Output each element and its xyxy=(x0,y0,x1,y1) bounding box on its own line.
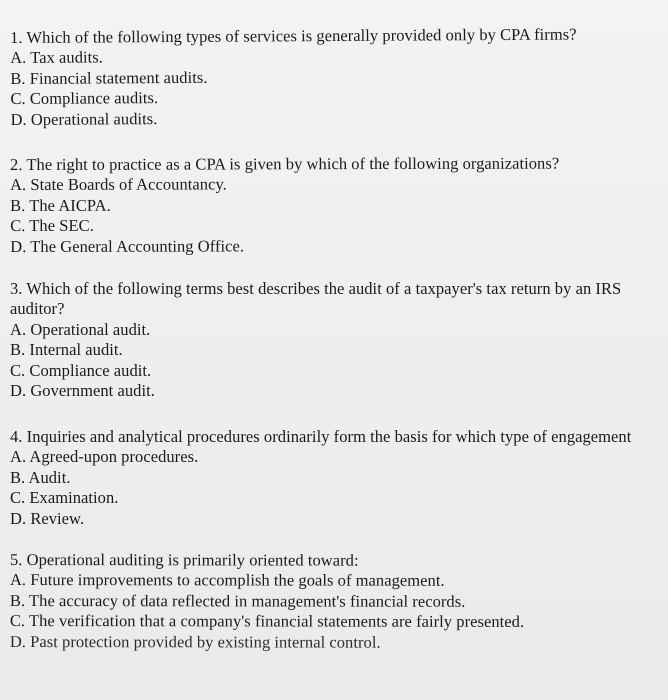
question-1-text: 1. Which of the following types of services is generally provided only by CPA firms? xyxy=(10,24,577,47)
question-1 xyxy=(10,24,668,130)
question-5-option-c: C. The verification that a company's financial statements are fairly presented. xyxy=(9,611,525,632)
question-3-text: 3. Which of the following terms best describes the audit of a taxpayer's tax return by an IRS auditor? xyxy=(10,279,622,319)
question-5-option-b: B. The accuracy of data reflected in management's financial records. xyxy=(9,590,466,611)
question-3-option-b: B. Internal audit. xyxy=(10,340,123,360)
question-1-option-a: A. Tax audits. xyxy=(10,47,103,68)
question-4-option-c: C. Examination. xyxy=(10,488,119,508)
question-1-options xyxy=(10,44,668,130)
question-2 xyxy=(10,153,668,257)
question-4-text: 4. Inquiries and analytical procedures ordinarily form the basis for which type of engagement xyxy=(10,427,632,446)
question-4 xyxy=(10,427,668,529)
question-5-text: 5. Operational auditing is primarily oriented toward: xyxy=(9,550,359,570)
question-1-option-c: C. Compliance audits. xyxy=(10,88,159,109)
question-2-options xyxy=(10,174,668,257)
question-2-option-a: A. State Boards of Accountancy. xyxy=(10,174,227,195)
question-2-option-d: D. The General Accounting Office. xyxy=(10,236,245,256)
question-4-option-a: A. Agreed-upon procedures. xyxy=(10,447,199,467)
question-5-options xyxy=(10,570,668,653)
question-4-options xyxy=(10,447,668,529)
question-4-option-d: D. Review. xyxy=(10,508,85,528)
question-3-options xyxy=(10,320,662,402)
question-2-option-c: C. The SEC. xyxy=(10,215,94,236)
question-1-option-d: D. Operational audits. xyxy=(10,108,158,129)
question-2-option-b: B. The AICPA. xyxy=(10,195,111,215)
question-3-option-d: D. Government audit. xyxy=(10,381,155,401)
question-3 xyxy=(10,279,662,401)
question-5 xyxy=(10,550,668,653)
question-5-option-a: A. Future improvements to accomplish the goals of management. xyxy=(9,570,445,591)
question-1-option-b: B. Financial statement audits. xyxy=(10,67,208,88)
question-4-option-b: B. Audit. xyxy=(10,467,71,487)
question-3-option-a: A. Operational audit. xyxy=(10,319,151,339)
question-3-option-c: C. Compliance audit. xyxy=(10,360,152,380)
question-2-text: 2. The right to practice as a CPA is given by which of the following organizations? xyxy=(10,153,560,174)
question-5-option-d: D. Past protection provided by existing internal control. xyxy=(9,631,381,652)
